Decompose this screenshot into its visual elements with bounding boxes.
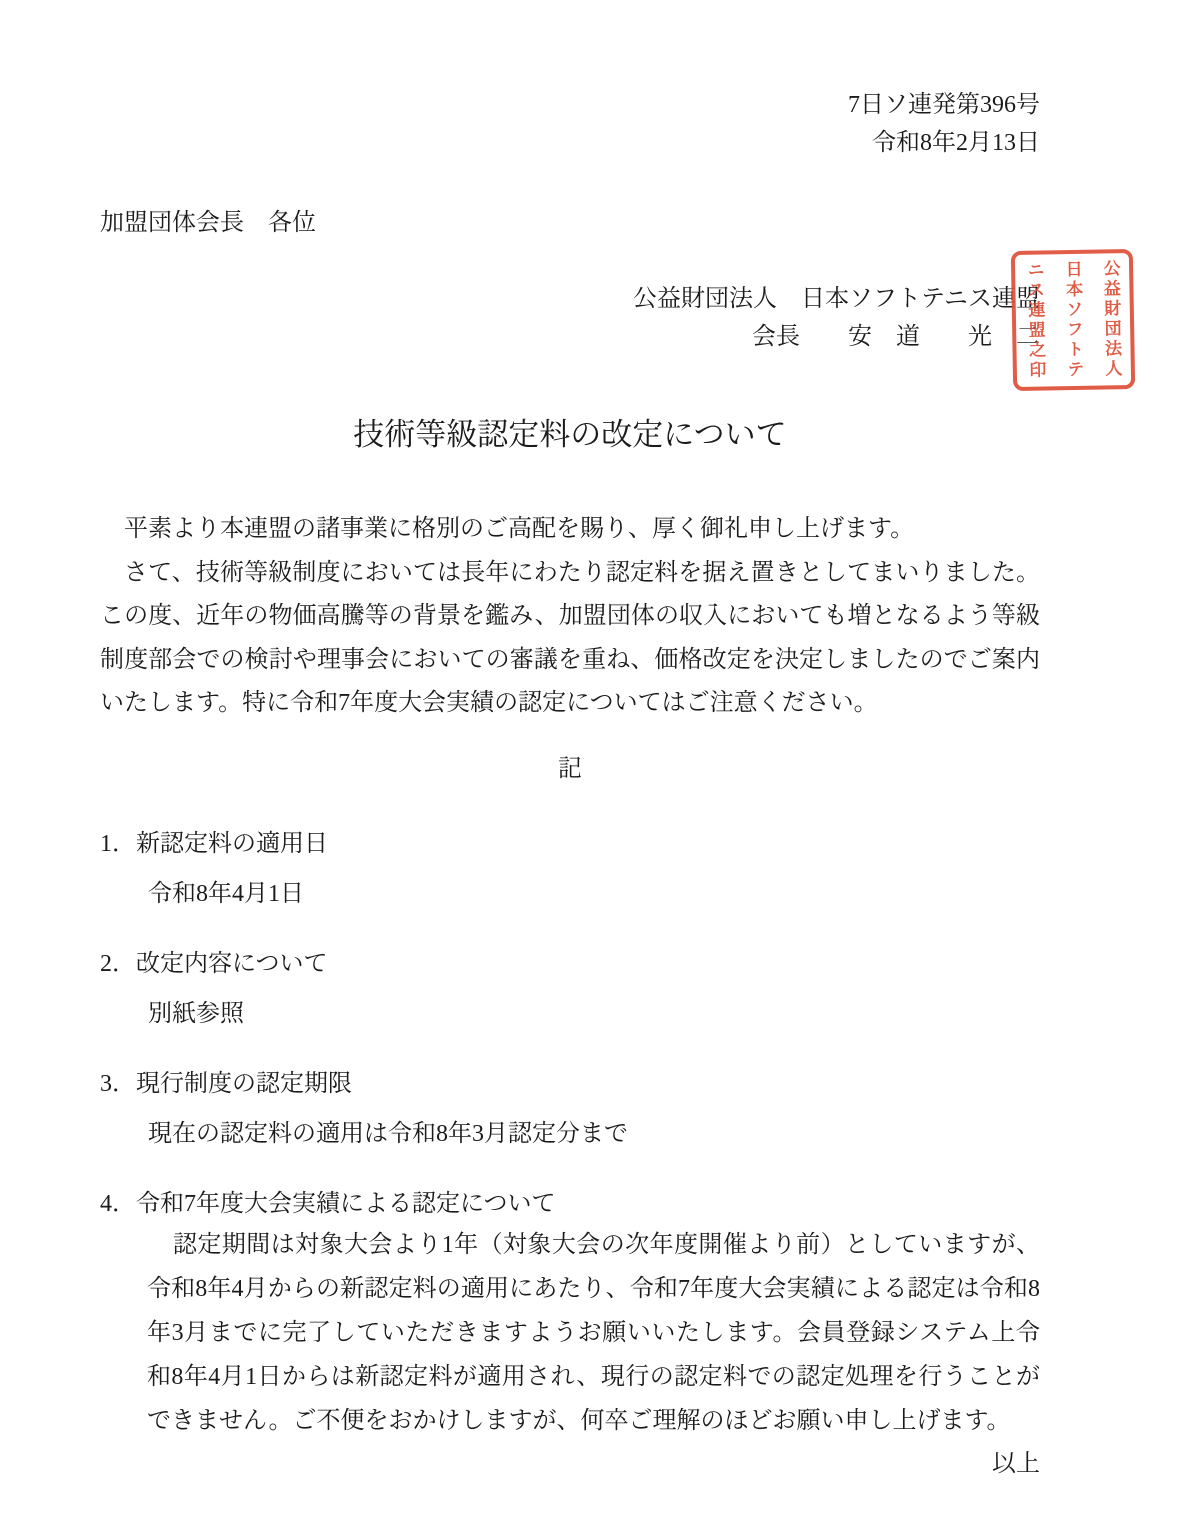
item-3-title: 現行制度の認定期限 [136,1070,352,1097]
sender-president: 会長 安 道 光 二 [752,324,1040,350]
record-marker: 記 [558,755,582,782]
item-4-body: 認定期間は対象大会より1年（対象大会の次年度開催より前）としていますが、令和8年4月からの新認定料の適用にあたり、令和7年度大会実績による認定は令和8年3月までに完了していただきますようお願いいたします。会員登録システム上令和8年4月1日からは新認定料が適用され、現行の認定料での認定処理を行うことができません。ご不便をおかけしますが、何卒ご理解のほどお願い申し上げます。 [147,1231,1040,1434]
document-number: 7日ソ連発第396号 [848,92,1040,118]
item-1-number: 1． [100,830,136,857]
document-meta [0,0,1040,162]
item-3-body: 現在の認定料の適用は令和8年3月認定分まで [148,1120,628,1147]
list-item-3 [100,1069,1040,1149]
recipient-line: 加盟団体会長 各位 [100,210,316,236]
seal-column-right: 公益財団法人 [1100,259,1122,380]
seal-column-left: ニス連盟之印 [1024,260,1046,381]
body-text [100,508,1040,726]
item-4-title: 令和7年度大会実績による認定について [136,1190,556,1217]
document-title: 技術等級認定料の改定について [353,417,787,452]
list-item-2 [100,949,1040,1029]
seal-column-middle: 日本ソフトテ [1062,259,1084,381]
item-1-title: 新認定料の適用日 [136,830,328,857]
body-paragraph-1: 平素より本連盟の諸事業に格別のご高配を賜り、厚く御礼申し上げます。 [124,516,915,542]
item-2-body: 別紙参照 [148,1000,244,1027]
official-seal [1011,249,1135,391]
item-1-body: 令和8年4月1日 [148,880,304,907]
list-item-4 [100,1189,1040,1443]
item-1-heading [100,829,1040,859]
sender-block [0,280,1040,356]
item-3-heading [100,1069,1040,1099]
body-paragraph-2: さて、技術等級制度においては長年にわたり認定料を据え置きとしてまいりました。この度、近年の物価高騰等の背景を鑑み、加盟団体の収入においても増となるよう等級制度部会での検討や理事会においての審議を重ね、価格改定を決定しましたのでご案内いたします。特に令和7年度大会実績の認定についてはご注意ください。 [100,559,1040,716]
item-3-number: 3． [100,1070,136,1097]
item-list [100,829,1040,1443]
item-2-heading [100,949,1040,979]
item-4-heading [100,1189,1040,1219]
item-4-number: 4． [100,1190,136,1217]
list-item-1 [100,829,1040,909]
sender-organization: 公益財団法人 日本ソフトテニス連盟 [632,286,1040,312]
closing-word: 以上 [992,1450,1040,1477]
issue-date: 令和8年2月13日 [872,130,1040,156]
item-2-title: 改定内容について [136,950,328,977]
item-2-number: 2． [100,950,136,977]
